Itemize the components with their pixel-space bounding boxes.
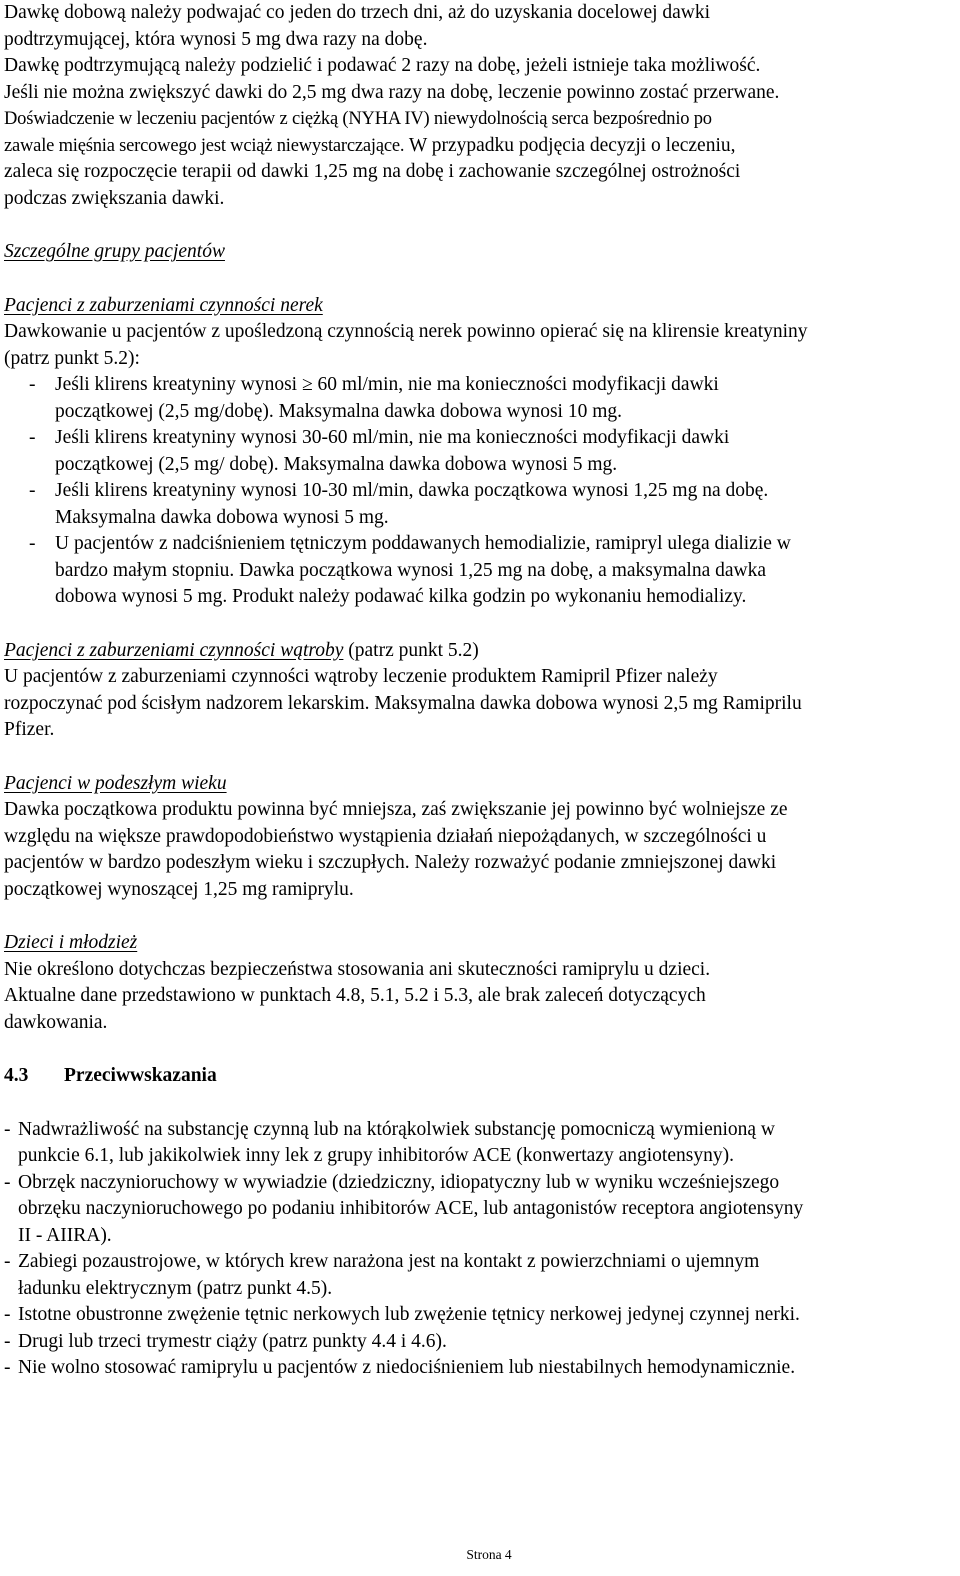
- text-line: rozpoczynać pod ścisłym nadzorem lekarskim. Maksymalna dawka dobowa wynosi 2,5 mg Ramiprilu: [4, 692, 802, 714]
- text-line: Jeśli nie można zwiększyć dawki do 2,5 mg dwa razy na dobę, leczenie powinno zostać przerwane.: [4, 81, 780, 103]
- text-line: początkowej (2,5 mg/ dobę). Maksymalna dawka dobowa wynosi 5 mg.: [55, 453, 618, 475]
- contraindications-list: [4, 1117, 956, 1382]
- text-line: Nie wolno stosować ramiprylu u pacjentów z niedociśnieniem lub niestabilnych hemodynamicznie.: [18, 1357, 796, 1378]
- elderly-section: [4, 771, 956, 904]
- children-heading: Dzieci i młodzież: [4, 932, 138, 953]
- text-line: Pfizer.: [4, 719, 55, 740]
- section-number: 4.3: [4, 1065, 29, 1086]
- text-line: Doświadczenie w leczeniu pacjentów z ciężką (NYHA IV) niewydolnością serca bezpośrednio po: [4, 109, 712, 129]
- dash-bullet: -: [4, 1357, 11, 1378]
- text-line: Dawkowanie u pacjentów z upośledzoną czynnością nerek powinno opierać się na klirensie kreatyniny: [4, 321, 808, 342]
- list-item: [4, 531, 956, 611]
- intro-paragraph: [4, 0, 956, 212]
- renal-heading: Pacjenci z zaburzeniami czynności nerek: [4, 294, 323, 316]
- hepatic-heading-ref: (patrz punkt 5.2): [343, 639, 479, 661]
- dash-bullet: -: [29, 480, 36, 501]
- list-item: [4, 1170, 956, 1250]
- text-line: Dawkę podtrzymującą należy podzielić i podawać 2 razy na dobę, jeżeli istnieje taka możliwość.: [4, 55, 761, 76]
- dash-bullet: -: [29, 533, 36, 554]
- list-item: [4, 1329, 956, 1356]
- list-item: [4, 372, 956, 425]
- text-line: Drugi lub trzeci trymestr ciąży (patrz punkty 4.4 i 4.6).: [18, 1330, 447, 1352]
- text-line: zaleca się rozpoczęcie terapii od dawki 1,25 mg na dobę i zachowanie szczególnej ostrożności: [4, 161, 741, 182]
- page-number: Strona 4: [466, 1547, 512, 1562]
- text-line: Dawkę dobową należy podwajać co jeden do trzech dni, aż do uzyskania docelowej dawki: [4, 2, 711, 23]
- children-section: [4, 930, 956, 1036]
- text-line: początkowej (2,5 mg/dobę). Maksymalna dawka dobowa wynosi 10 mg.: [55, 400, 623, 422]
- text-line: podczas zwiększania dawki.: [4, 187, 225, 209]
- text-line: dobowa wynosi 5 mg. Produkt należy podawać kilka godzin po wykonaniu hemodializy.: [55, 586, 747, 607]
- text-line: U pacjentów z nadciśnieniem tętniczym poddawanych hemodializie, ramipryl ulega dializie w: [55, 533, 791, 554]
- text-line: względu na większe prawdopodobieństwo wystąpienia działań niepożądanych, w szczególności u: [4, 825, 767, 847]
- list-item: [4, 1249, 956, 1302]
- text-line: U pacjentów z zaburzeniami czynności wątroby leczenie produktem Ramipril Pfizer należy: [4, 666, 718, 687]
- text-line: Istotne obustronne zwężenie tętnic nerkowych lub zwężenie tętnicy nerkowej jedynej czynnej nerki.: [18, 1304, 800, 1325]
- list-item: [4, 425, 956, 478]
- text-line: Nie określono dotychczas bezpieczeństwa stosowania ani skuteczności ramiprylu u dzieci.: [4, 958, 711, 980]
- text-line: Maksymalna dawka dobowa wynosi 5 mg.: [55, 506, 389, 528]
- hepatic-heading: Pacjenci z zaburzeniami czynności wątroby: [4, 639, 344, 661]
- text-line: obrzęku naczynioruchowego po podaniu inhibitorów ACE, lub antagonistów receptora angiotensyny: [18, 1198, 804, 1219]
- list-item: [4, 478, 956, 531]
- dash-bullet: -: [29, 374, 36, 395]
- text-line: punkcie 6.1, lub jakikolwiek inny lek z grupy inhibitorów ACE (konwertazy angiotensyny).: [18, 1145, 734, 1166]
- text-span: zawale mięśnia sercowego jest wciąż niewystarczające.: [4, 135, 405, 156]
- special-groups-heading: Szczególne grupy pacjentów: [4, 241, 225, 262]
- hepatic-section: [4, 638, 956, 744]
- dash-bullet: -: [4, 1118, 11, 1140]
- text-line: Obrzęk naczynioruchowy w wywiadzie (dziedziczny, idiopatyczny lub w wyniku wcześniejszego: [18, 1171, 780, 1193]
- dash-bullet: -: [4, 1251, 11, 1272]
- text-span: W przypadku podjęcia decyzji o leczeniu,: [408, 134, 736, 156]
- dash-bullet: -: [4, 1304, 11, 1325]
- text-line: pacjentów w bardzo podeszłym wieku i szczupłych. Należy rozważyć podanie zmniejszonej dawki: [4, 852, 777, 873]
- list-item: [4, 1302, 956, 1329]
- text-line: Dawka początkowa produktu powinna być mniejsza, zaś zwiększanie jej powinno być wolniejsze ze: [4, 799, 788, 820]
- text-line: [4, 133, 956, 160]
- dash-bullet: -: [4, 1330, 11, 1352]
- text-line: Aktualne dane przedstawiono w punktach 4.8, 5.1, 5.2 i 5.3, ale brak zaleceń dotyczących: [4, 985, 706, 1006]
- text-line: dawkowania.: [4, 1011, 108, 1033]
- text-line: Jeśli klirens kreatyniny wynosi ≥ 60 ml/min, nie ma konieczności modyfikacji dawki: [55, 374, 719, 395]
- text-line: podtrzymującej, która wynosi 5 mg dwa razy na dobę.: [4, 28, 428, 50]
- dash-bullet: -: [29, 427, 36, 448]
- document-page: [4, 0, 956, 1382]
- section-title: Przeciwwskazania: [64, 1065, 217, 1086]
- renal-section: [4, 293, 956, 611]
- text-line: Jeśli klirens kreatyniny wynosi 10-30 ml/min, dawka początkowa wynosi 1,25 mg na dobę.: [55, 480, 769, 501]
- text-line: Zabiegi pozaustrojowe, w których krew narażona jest na kontakt z powierzchniami o ujemnym: [18, 1251, 760, 1272]
- section-heading: [4, 1063, 956, 1090]
- text-line: Jeśli klirens kreatyniny wynosi 30-60 ml/min, nie ma konieczności modyfikacji dawki: [55, 427, 730, 448]
- dash-bullet: -: [4, 1171, 11, 1193]
- text-line: Nadwrażliwość na substancję czynną lub na którąkolwiek substancję pomocniczą wymienioną w: [18, 1118, 776, 1140]
- text-line: (patrz punkt 5.2):: [4, 347, 140, 369]
- text-line: początkowej wynoszącej 1,25 mg ramiprylu.: [4, 878, 354, 900]
- list-item: [4, 1117, 956, 1170]
- text-line: bardzo małym stopniu. Dawka początkowa wynosi 1,25 mg na dobę, a maksymalna dawka: [55, 559, 767, 581]
- elderly-heading: Pacjenci w podeszłym wieku: [4, 772, 227, 794]
- text-line: ładunku elektrycznym (patrz punkt 4.5).: [18, 1277, 333, 1299]
- text-line: II - AIIRA).: [18, 1224, 112, 1246]
- list-item: [4, 1355, 956, 1382]
